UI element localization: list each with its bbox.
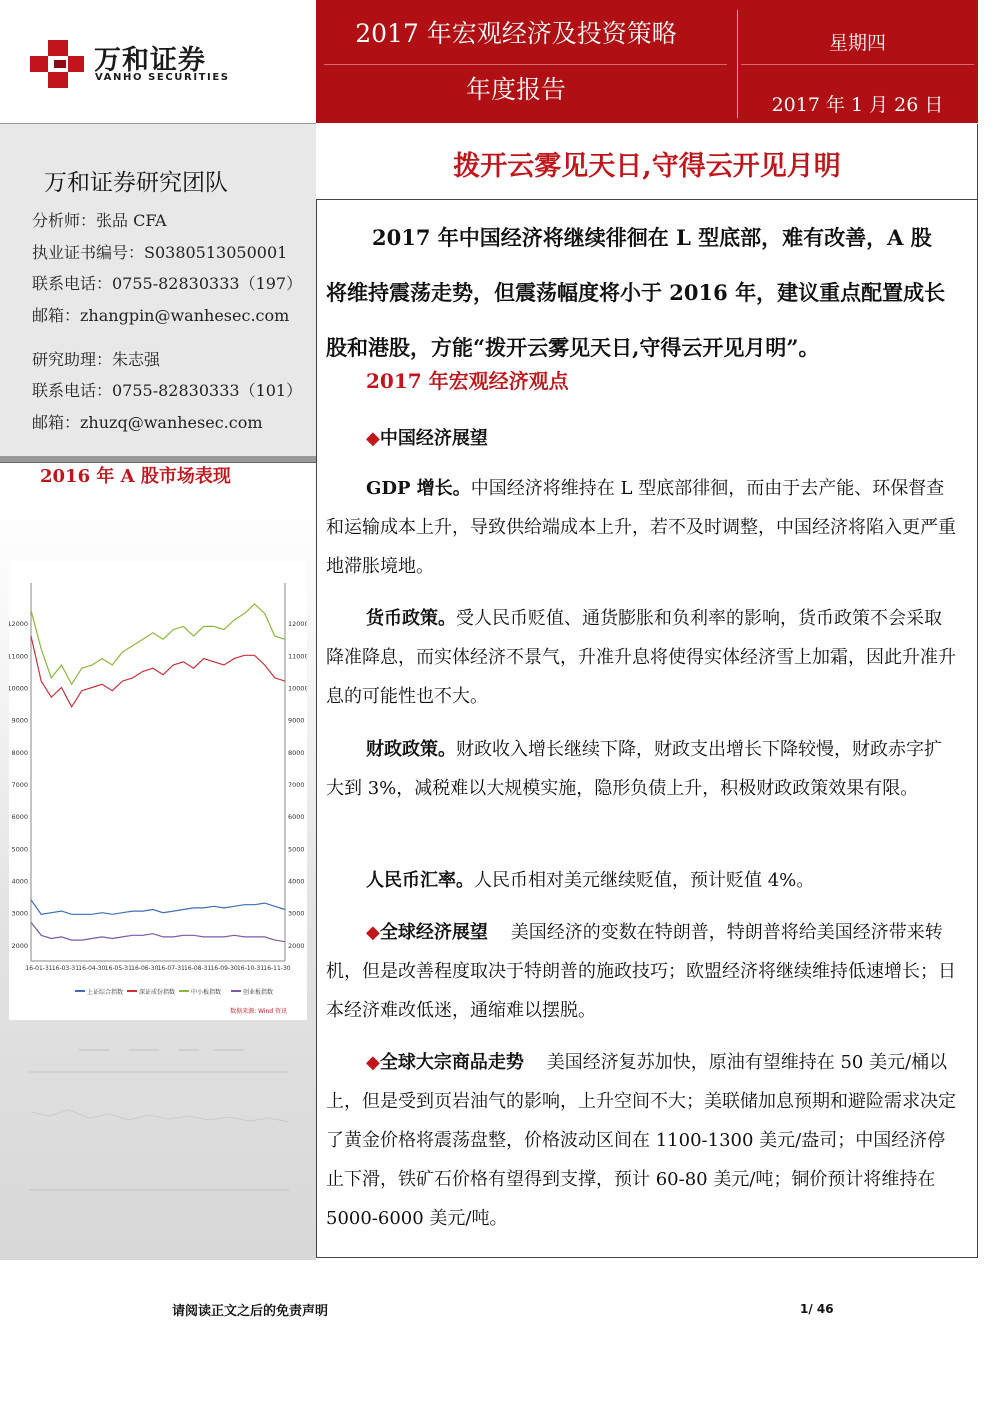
chart-series-line [31,900,285,914]
chart-series-line [31,636,285,707]
chart-x-tick-label: 16-08-31 [184,965,212,972]
chart-y-tick-label: 8000 [11,748,28,757]
chart-y-tick-label: 6000 [11,813,28,822]
company-logo [28,34,288,94]
chart-y-tick-label: 11000 [288,652,307,661]
subsection-label: 中国经济展望 [379,428,488,449]
chart-x-tick-label: 16-05-31 [104,965,132,972]
faded-chart-background [9,1020,307,1210]
report-type: 年度报告 [465,75,566,104]
chart-y-tick-label: 10000 [9,684,28,693]
assistant-name: 研究助理：朱志强 [32,350,161,369]
chart-y-tick-label: 2000 [288,941,305,950]
footer-disclaimer: 请阅读正文之后的免责声明 [172,1304,329,1319]
analyst-name: 分析师：张品 CFA [32,211,167,230]
page-number: 1/ 46 [800,1302,834,1316]
market-chart [9,561,307,1020]
paragraph-commodity [326,1043,956,1238]
paragraph-label: 财政政策。 [366,739,456,760]
paragraph-global [326,913,956,1030]
logo-name-en: VANHO SECURITIES [95,72,230,83]
chart-source-note: 数据来源: Wind 资讯 [230,1008,287,1015]
paragraph-text: 中国经济将维持在 L 型底部徘徊，而由于去产能、环保督查和运输成本上升，导致供给端成本上升，若不及时调整，中国经济将陷入更严重地滞胀境地。 [326,478,956,577]
chart-y-tick-label: 5000 [11,845,28,854]
chart-y-tick-label: 8000 [288,748,305,757]
team-title: 万和证券研究团队 [44,170,228,196]
paragraph-text: 美国经济的变数在特朗普，特朗普将给美国经济带来转机，但是改善程度取决于特朗普的施政技巧；欧盟经济将继续维持低速增长；日本经济难改低迷，通缩难以摆脱。 [326,922,956,1021]
chart-y-tick-label: 9000 [11,716,28,725]
analyst-phone: 联系电话：0755-82830333（197） [32,274,303,293]
header-divider [737,10,738,118]
analyst-cert: 执业证书编号：S0380513050001 [32,243,288,262]
market-section-title: 2016 年 A 股市场表现 [40,466,231,487]
diamond-bullet-icon: ◆ [366,428,380,449]
logo-mark-icon [28,38,86,90]
chart-legend-label: 创业板指数 [243,989,274,996]
paragraph-fx [326,861,956,900]
paragraph-label: 货币政策。 [366,608,456,629]
chart-x-tick-label: 16-06-30 [131,965,159,972]
paragraph-label: 全球经济展望 [379,922,488,943]
chart-y-tick-label: 9000 [288,716,305,725]
headline: 拨开云雾见天日,守得云开见月明 [453,151,841,182]
paragraph-label: 全球大宗商品走势 [379,1052,524,1073]
chart-y-tick-label: 10000 [288,684,307,693]
chart-x-tick-label: 16-11-30 [263,965,291,972]
chart-y-tick-label: 5000 [288,845,305,854]
paragraph-gdp [326,469,956,586]
header-divider [741,64,974,65]
paragraph-fiscal [326,730,956,808]
chart-y-tick-label: 7000 [288,781,305,790]
subsection-china-outlook [366,424,488,450]
section-title: 2017 年宏观经济观点 [366,369,569,393]
chart-x-tick-label: 16-10-31 [236,965,265,972]
paragraph-text: 美国经济复苏加快，原油有望维持在 50 美元/桶以上，但是受到页岩油气的影响，上升空间不大；美联储加息预期和避险需求决定了黄金价格将震荡盘整，价格波动区间在 1100-1300 美元/盎司；中国经济停止下滑，铁矿石价格有望得到支撑，预计 60-80 美元/吨；铜价预计将维持在 5000-6000 美元/吨。 [326,1052,956,1229]
chart-y-tick-label: 2000 [11,941,28,950]
summary-paragraph: 2017 年中国经济将继续徘徊在 L 型底部，难有改善，A 股将维持震荡走势，但震荡幅度将小于 2016 年，建议重点配置成长股和港股，方能“拨开云雾见天日,守得云开见月明”。 [326,225,946,360]
chart-legend-label: 深证成份指数 [139,989,176,996]
paragraph-text: 财政收入增长继续下降，财政支出增长下降较慢，财政赤字扩大到 3%，减税难以大规模实施，隐形负债上升，积极财政政策效果有限。 [326,739,942,799]
paragraph-monetary [326,599,956,716]
chart-legend-label: 中小板指数 [191,989,222,996]
chart-y-tick-label: 12000 [9,620,28,629]
report-weekday: 星期四 [828,32,886,54]
paragraph-label: GDP 增长。 [366,478,471,499]
chart-x-tick-label: 16-03-31 [51,965,80,972]
chart-series-line [31,922,285,941]
chart-y-tick-label: 3000 [288,909,305,918]
header-divider [324,64,727,65]
chart-y-tick-label: 12000 [288,620,307,629]
assistant-email: 邮箱：zhuzq@wanhesec.com [32,413,263,432]
market-chart-svg [9,561,307,1020]
chart-y-tick-label: 11000 [9,652,28,661]
chart-legend-label: 上证综合指数 [87,989,124,996]
chart-y-tick-label: 3000 [11,909,28,918]
logo-name-cn: 万和证券 [94,45,206,76]
assistant-phone: 联系电话：0755-82830333（101） [32,381,303,400]
diamond-bullet-icon: ◆ [366,1052,380,1073]
analyst-email: 邮箱：zhangpin@wanhesec.com [32,306,290,325]
paragraph-text: 受人民币贬值、通货膨胀和负利率的影响，货币政策不会采取降准降息，而实体经济不景气，升准升息将使得实体经济雪上加霜，因此升准升息的可能性也不大。 [326,608,956,707]
chart-y-tick-label: 4000 [288,877,305,886]
chart-x-tick-label: 16-07-31 [157,965,185,972]
chart-y-tick-label: 7000 [11,781,28,790]
report-date: 2017 年 1 月 26 日 [771,94,944,116]
paragraph-label: 人民币汇率。 [366,870,474,891]
chart-y-tick-label: 6000 [288,813,305,822]
chart-x-tick-label: 16-01-31 [25,965,53,972]
chart-x-tick-label: 16-09-30 [210,965,238,972]
chart-y-tick-label: 4000 [11,877,28,886]
diamond-bullet-icon: ◆ [366,922,380,943]
paragraph-text: 人民币相对美元继续贬值，预计贬值 4%。 [474,870,815,891]
chart-series-line [31,604,285,684]
report-title: 2017 年宏观经济及投资策略 [355,19,677,48]
chart-x-tick-label: 16-04-30 [78,965,106,972]
